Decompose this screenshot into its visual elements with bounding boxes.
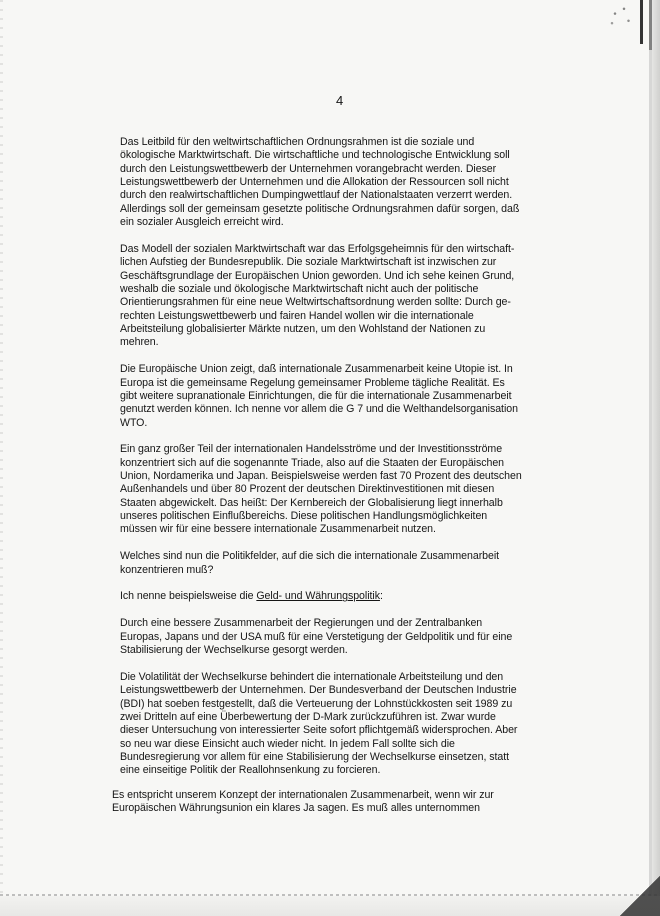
text-line: Die Volatilität der Wechselkurse behindert die internationale Arbeitsteilung und den bbox=[120, 670, 504, 683]
text-line: WTO. bbox=[120, 416, 148, 429]
text-line: ökologische Marktwirtschaft. Die wirtschaftliche und technologische Entwicklung soll bbox=[120, 149, 510, 162]
text-line: (BDI) hat soeben festgestellt, daß die Verteuerung der Lohnstückkosten seit 1989 zu bbox=[120, 697, 513, 710]
scan-edge-bottom-line bbox=[0, 894, 660, 896]
paragraph-9 bbox=[112, 789, 544, 816]
text-line: konzentrieren muß? bbox=[120, 563, 214, 576]
text-suffix: : bbox=[379, 590, 383, 603]
body-text bbox=[120, 136, 544, 791]
text-line: Geschäftsgrundlage der Europäischen Union geworden. Und ich sehe keinen Grund, bbox=[120, 269, 515, 282]
text-line: Leistungswettbewerb der Unternehmen und die Allokation der Ressourcen soll nicht bbox=[120, 176, 509, 189]
text-line bbox=[120, 590, 544, 603]
text-line: genutzt werden können. Ich nenne vor allem die G 7 und die Welthandelsorganisation bbox=[120, 403, 518, 416]
page-number: 4 bbox=[336, 93, 344, 108]
text-line: Durch eine bessere Zusammenarbeit der Regierungen und der Zentralbanken bbox=[120, 617, 483, 630]
text-line: so neu war diese Einsicht auch wieder nicht. In jedem Fall sollte sich die bbox=[120, 737, 455, 750]
paragraph-1 bbox=[120, 136, 544, 229]
scan-corner-shadow bbox=[620, 876, 660, 916]
text-line: unseres politischen Einflußbereichs. Diese politischen Handlungsmöglichkeiten bbox=[120, 510, 488, 523]
text-line: konzentriert sich auf die sogenannte Triade, also auf die Staaten der Europäischen bbox=[120, 456, 505, 469]
paragraph-3 bbox=[120, 363, 544, 430]
paragraph-8 bbox=[120, 671, 544, 778]
text-line: zwei Dritteln auf eine Überbewertung der D-Mark zurückzuführen ist. Zwar wurde bbox=[120, 710, 496, 723]
text-line: Europas, Japans und der USA muß für eine Verstetigung der Geldpolitik und für eine bbox=[120, 630, 513, 643]
text-line: Stabilisierung der Wechselkurse gesorgt werden. bbox=[120, 644, 348, 656]
text-line: Welches sind nun die Politikfelder, auf die sich die internationale Zusammenarbeit bbox=[120, 550, 500, 563]
paragraph-4 bbox=[120, 443, 544, 536]
body-text-final bbox=[112, 789, 544, 829]
text-line: lichen Aufstieg der Bundesrepublik. Die soziale Marktwirtschaft ist inzwischen zur bbox=[120, 256, 497, 269]
text-line: Ein ganz großer Teil der internationalen Handelsströme und der Investitionsströme bbox=[120, 443, 503, 456]
text-line: gibt weitere supranationale Einrichtungen, die für die internationale Zusammenarbeit bbox=[120, 389, 512, 402]
text-line: Europa ist die gemeinsame Regelung gemeinsamer Probleme tägliche Realität. Es bbox=[120, 376, 505, 389]
text-line: Arbeitsteilung globalisierter Märkte nutzen, um den Wohlstand der Nationen zu bbox=[120, 322, 486, 335]
text-line: Europäischen Währungsunion ein klares Ja sagen. Es muß alles unternommen bbox=[112, 802, 480, 815]
text-line: weshalb die soziale und ökologische Marktwirtschaft nicht auch der politische bbox=[120, 282, 479, 295]
text-line: Bundesregierung vor allem für eine Stabilisierung der Wechselkurse einsetzen, statt bbox=[120, 750, 510, 763]
text-line: Allerdings soll der gemeinsam gesetzte politische Ordnungsrahmen dafür sorgen, daß bbox=[120, 202, 520, 215]
text-line: durch den Leistungswettbewerb der Unternehmen vorangebracht werden. Dieser bbox=[120, 162, 497, 175]
scan-edge-bottom bbox=[0, 896, 660, 916]
text-line: Es entspricht unserem Konzept der internationalen Zusammenarbeit, wenn wir zur bbox=[112, 789, 494, 801]
underlined-topic: Geld- und Währungspolitik bbox=[256, 590, 380, 603]
text-prefix: Ich nenne beispielsweise die bbox=[120, 590, 257, 603]
paragraph-6 bbox=[120, 590, 544, 603]
text-line: Staaten abgewickelt. Das heißt: Der Kernbereich der Globalisierung liegt innerhalb bbox=[120, 496, 503, 509]
text-line: Das Leitbild für den weltwirtschaftlichen Ordnungsrahmen ist die soziale und bbox=[120, 136, 475, 148]
text-line: Leistungswettbewerb der Unternehmen. Der Bundesverband der Deutschen Industrie bbox=[120, 684, 517, 697]
text-line: Außenhandels und über 80 Prozent der deutschen Direktinvestitionen mit diesen bbox=[120, 483, 495, 496]
paragraph-2 bbox=[120, 243, 544, 350]
text-line: durch den realwirtschaftlichen Dumpingwettlauf der Nationalstaaten verzerrt werden. bbox=[120, 189, 513, 202]
scan-edge-mark bbox=[640, 0, 643, 44]
text-line: dieser Untersuchung von interessierter Seite sofort pflichtgemäß widersprochen. Aber bbox=[120, 724, 518, 737]
scan-edge-line bbox=[649, 0, 652, 916]
text-line: rechten Leistungswettbewerb und fairen Handel wollen wir die internationale bbox=[120, 309, 474, 322]
scan-edge-left bbox=[0, 0, 3, 916]
text-line: müssen wir für eine bessere internationale Zusammenarbeit nutzen. bbox=[120, 523, 436, 536]
text-line: Union, Nordamerika und Japan. Beispielsweise werden fast 70 Prozent des deutschen bbox=[120, 470, 522, 483]
text-line: Die Europäische Union zeigt, daß internationale Zusammenarbeit keine Utopie ist. In bbox=[120, 363, 513, 376]
paragraph-7 bbox=[120, 617, 544, 657]
text-line: mehren. bbox=[120, 336, 159, 349]
scan-speckle bbox=[606, 4, 636, 28]
text-line: eine einseitige Politik der Reallohnsenkung zu forcieren. bbox=[120, 764, 381, 777]
scan-edge-right bbox=[652, 0, 660, 916]
paragraph-5 bbox=[120, 550, 544, 577]
text-line: ein sozialer Ausgleich erreicht wird. bbox=[120, 216, 284, 229]
text-line: Das Modell der sozialen Marktwirtschaft war das Erfolgsgeheimnis für den wirtschaft- bbox=[120, 242, 515, 255]
text-line: Orientierungsrahmen für eine neue Weltwirtschaftsordnung werden sollte: Durch ge- bbox=[120, 296, 511, 309]
